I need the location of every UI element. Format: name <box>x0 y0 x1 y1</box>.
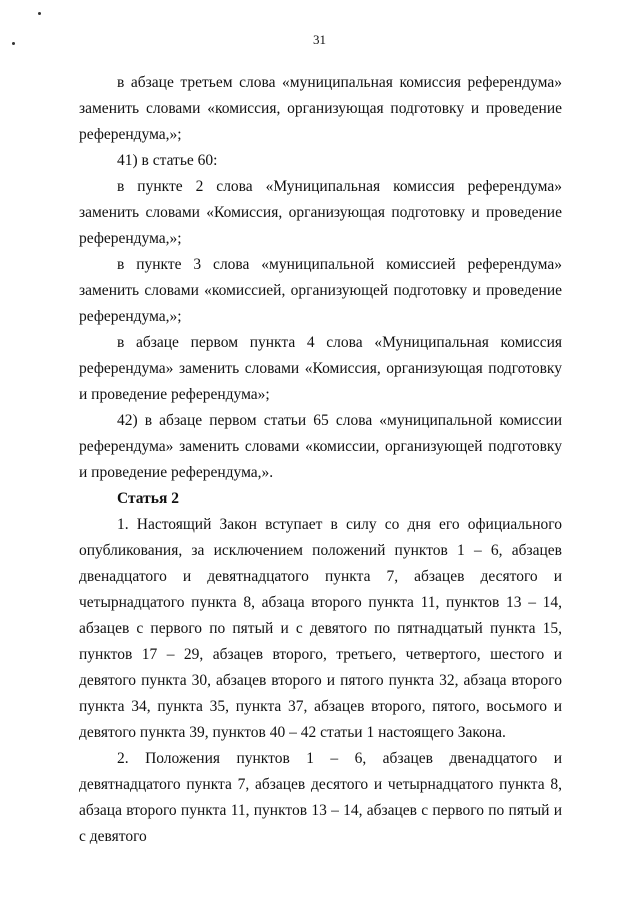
paragraph: 41) в статье 60: <box>117 152 218 169</box>
document-body <box>79 70 562 850</box>
paragraph: в абзаце третьем слова «муниципальная комиссия референдума» заменить словами «комиссия, организующая подготовку и проведение референдума,»; <box>79 74 562 143</box>
page-number: 31 <box>313 32 326 47</box>
paragraph: 2. Положения пунктов 1 – 6, абзацев двенадцатого и девятнадцатого пункта 7, абзацев десятого и четырнадцатого пункта 8, абзаца второго пункта 11, пунктов 13 – 14, абзацев с первого по пятый и с девятого <box>79 750 562 845</box>
article-heading: Статья 2 <box>117 490 179 507</box>
paragraph: в пункте 2 слова «Муниципальная комиссия референдума» заменить словами «Комиссия, организующая подготовку и проведение референдума,»; <box>79 178 562 247</box>
paragraph: 1. Настоящий Закон вступает в силу со дня его официального опубликования, за исключением положений пунктов 1 – 6, абзацев двенадцатого и девятнадцатого пункта 7, абзацев десятого и четырнадцатого пункта 8, абзаца второго пункта 11, пунктов 13 – 14, абзацев с первого по пятый и с девятого по пятнадцатый пункта 15, пунктов 17 – 29, абзацев второго, третьего, четвертого, шестого и девятого пункта 30, абзацев второго и пятого пункта 32, абзаца второго пункта 34, пункта 35, пункта 37, абзацев второго, пятого, восьмого и девятого пункта 39, пунктов 40 – 42 статьи 1 настоящего Закона. <box>79 516 562 741</box>
paragraph: 42) в абзаце первом статьи 65 слова «муниципальной комиссии референдума» заменить словами «комиссии, организующей подготовку и проведение референдума,». <box>79 412 562 481</box>
scan-speck <box>38 12 41 15</box>
paragraph: в абзаце первом пункта 4 слова «Муниципальная комиссия референдума» заменить словами «Комиссия, организующая подготовку и проведение референдума»; <box>79 334 562 403</box>
paragraph: в пункте 3 слова «муниципальной комиссией референдума» заменить словами «комиссией, организующей подготовку и проведение референдума,»; <box>79 256 562 325</box>
